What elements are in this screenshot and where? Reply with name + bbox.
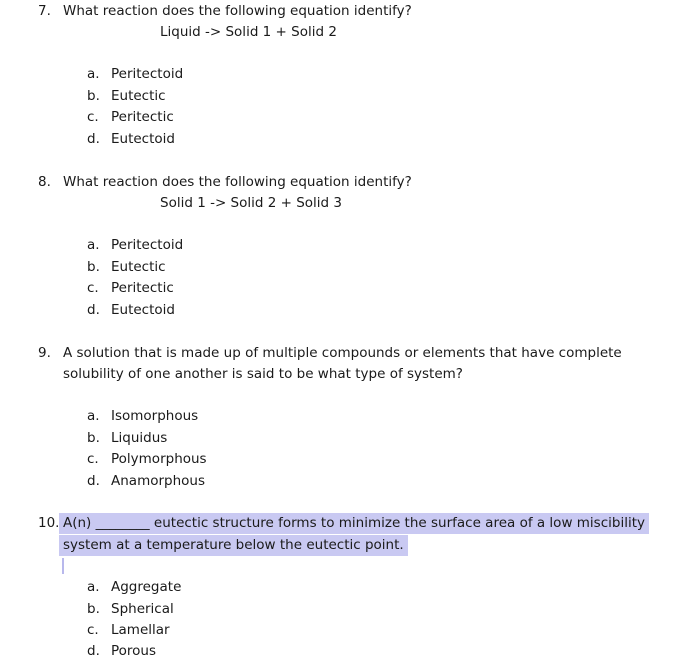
option-text-d[interactable]: Eutectoid	[111, 131, 175, 147]
question-text[interactable]: What reaction does the following equation identify?	[63, 174, 412, 190]
question-text-line-1[interactable]: A solution that is made up of multiple compounds or elements that have complete	[63, 345, 622, 361]
question-number: 9.	[38, 345, 51, 361]
option-letter-c: c.	[87, 280, 99, 296]
option-text-a[interactable]: Peritectoid	[111, 66, 184, 82]
option-letter-b: b.	[87, 88, 100, 104]
option-letter-b: b.	[87, 601, 100, 617]
option-letter-a: a.	[87, 579, 100, 595]
option-text-d[interactable]: Eutectoid	[111, 302, 175, 318]
option-text-b[interactable]: Liquidus	[111, 430, 168, 446]
option-letter-d: d.	[87, 473, 100, 489]
option-letter-c: c.	[87, 451, 99, 467]
question-number: 10.	[38, 515, 60, 531]
option-text-c[interactable]: Peritectic	[111, 280, 174, 296]
question-text[interactable]: What reaction does the following equation identify?	[63, 3, 412, 19]
text-cursor-selection	[62, 558, 64, 574]
option-letter-a: a.	[87, 237, 100, 253]
question-number: 7.	[38, 3, 51, 19]
question-text-line-1-selected[interactable]: A(n) ________ eutectic structure forms to minimize the surface area of a low miscibility	[59, 513, 649, 534]
option-text-c[interactable]: Peritectic	[111, 109, 174, 125]
reaction-equation[interactable]: Liquid -> Solid 1 + Solid 2	[160, 24, 337, 40]
option-text-b[interactable]: Eutectic	[111, 259, 166, 275]
option-letter-c: c.	[87, 622, 99, 638]
option-text-c[interactable]: Lamellar	[111, 622, 170, 638]
option-text-d[interactable]: Anamorphous	[111, 473, 205, 489]
question-number: 8.	[38, 174, 51, 190]
option-letter-d: d.	[87, 643, 100, 659]
reaction-equation[interactable]: Solid 1 -> Solid 2 + Solid 3	[160, 195, 342, 211]
option-letter-c: c.	[87, 109, 99, 125]
option-letter-a: a.	[87, 66, 100, 82]
option-letter-b: b.	[87, 430, 100, 446]
option-text-d[interactable]: Porous	[111, 643, 157, 659]
option-text-a[interactable]: Aggregate	[111, 579, 182, 595]
option-letter-a: a.	[87, 408, 100, 424]
option-text-a[interactable]: Peritectoid	[111, 237, 184, 253]
option-text-c[interactable]: Polymorphous	[111, 451, 207, 467]
option-text-b[interactable]: Spherical	[111, 601, 174, 617]
option-text-a[interactable]: Isomorphous	[111, 408, 199, 424]
option-letter-d: d.	[87, 131, 100, 147]
option-letter-d: d.	[87, 302, 100, 318]
option-text-b[interactable]: Eutectic	[111, 88, 166, 104]
question-text-line-2[interactable]: solubility of one another is said to be what type of system?	[63, 366, 463, 382]
question-text-line-2-selected[interactable]: system at a temperature below the eutectic point.	[59, 535, 408, 556]
option-letter-b: b.	[87, 259, 100, 275]
